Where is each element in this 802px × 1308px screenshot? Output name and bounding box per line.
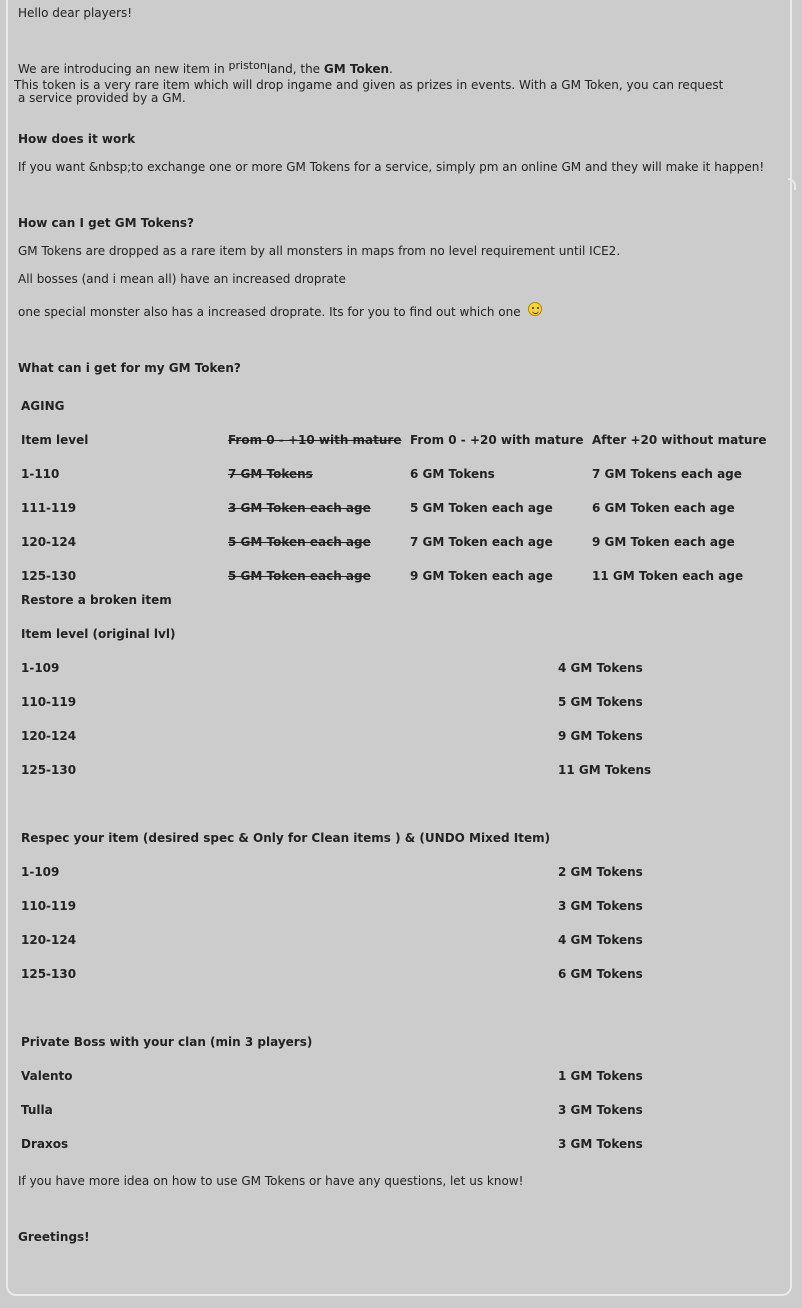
boss-name: Valento: [21, 1069, 73, 1083]
aging-header-item-level: Item level: [21, 433, 89, 447]
respec-level: 125-130: [21, 967, 77, 981]
intro-line-1-end: .: [389, 62, 393, 76]
respec-cost: 6 GM Tokens: [558, 967, 643, 981]
respec-cost: 3 GM Tokens: [558, 899, 643, 913]
boss-cost: 1 GM Tokens: [558, 1069, 643, 1083]
intro-line-1: [18, 59, 393, 76]
restore-level: 110-119: [21, 695, 77, 709]
aging-header-after-20: After +20 without mature: [592, 433, 767, 447]
how-to-get-line-3: one special monster also has a increased droprate. Its for you to find out which one: [18, 305, 521, 319]
aging-cell: 9 GM Token each age: [410, 569, 553, 583]
closing-greeting: Greetings!: [18, 1230, 90, 1244]
respec-cost: 4 GM Tokens: [558, 933, 643, 947]
restore-level: 125-130: [21, 763, 77, 777]
aging-cell: 1-110: [21, 467, 60, 481]
respec-level: 110-119: [21, 899, 77, 913]
aging-cell: 6 GM Tokens: [410, 467, 495, 481]
smiley-face-icon: [528, 302, 542, 316]
intro-line-3: a service provided by a GM.: [18, 91, 186, 105]
aging-title: AGING: [21, 399, 65, 413]
aging-cell: 6 GM Token each age: [592, 501, 735, 515]
restore-cost: 11 GM Tokens: [558, 763, 652, 777]
aging-cell: 5 GM Token each age: [228, 535, 371, 549]
how-to-get-line-1: GM Tokens are dropped as a rare item by all monsters in maps from no level requirement until ICE2.: [18, 244, 621, 258]
frame-edge: [790, 0, 792, 180]
boss-name: Tulla: [21, 1103, 53, 1117]
aging-cell: 5 GM Token each age: [228, 569, 371, 583]
aging-cell: 5 GM Token each age: [410, 501, 553, 515]
intro-line-2: This token is a very rare item which will drop ingame and given as prizes in events. With a GM Token, you can request: [14, 78, 724, 92]
gm-token-name: GM Token: [323, 62, 390, 76]
aging-cell: 7 GM Token each age: [410, 535, 553, 549]
aging-cell: 9 GM Token each age: [592, 535, 735, 549]
respec-level: 120-124: [21, 933, 77, 947]
content-frame: [6, 0, 792, 1296]
what-can-get-heading: What can i get for my GM Token?: [18, 361, 241, 375]
respec-cost: 2 GM Tokens: [558, 865, 643, 879]
boss-cost: 3 GM Tokens: [558, 1103, 643, 1117]
aging-cell: 125-130: [21, 569, 77, 583]
respec-level: 1-109: [21, 865, 60, 879]
aging-cell: 3 GM Token each age: [228, 501, 371, 515]
aging-header-0-10: From 0 - +10 with mature: [228, 433, 402, 447]
intro-line-1-mid: land, the: [266, 62, 321, 76]
aging-cell: 7 GM Tokens each age: [592, 467, 742, 481]
intro-priston: priston: [228, 59, 267, 72]
aging-cell: 7 GM Tokens: [228, 467, 313, 481]
restore-cost: 5 GM Tokens: [558, 695, 643, 709]
respec-title: Respec your item (desired spec & Only for Clean items ) & (UNDO Mixed Item): [21, 831, 551, 845]
boss-cost: 3 GM Tokens: [558, 1137, 643, 1151]
how-to-get-line-2: All bosses (and i mean all) have an increased droprate: [18, 272, 346, 286]
restore-title: Restore a broken item: [21, 593, 172, 607]
outro-text: If you have more idea on how to use GM Tokens or have any questions, let us know!: [18, 1174, 524, 1188]
restore-level: 1-109: [21, 661, 60, 675]
boss-title: Private Boss with your clan (min 3 players): [21, 1035, 313, 1049]
how-it-works-heading: How does it work: [18, 132, 136, 146]
aging-header-0-20: From 0 - +20 with mature: [410, 433, 584, 447]
intro-line-1-pre: We are introducing an new item in: [18, 62, 225, 76]
restore-level: 120-124: [21, 729, 77, 743]
aging-cell: 11 GM Token each age: [592, 569, 744, 583]
restore-cost: 9 GM Tokens: [558, 729, 643, 743]
how-to-get-heading: How can I get GM Tokens?: [18, 216, 195, 230]
boss-name: Draxos: [21, 1137, 69, 1151]
greeting-text: Hello dear players!: [18, 6, 133, 20]
how-it-works-text: If you want &nbsp;to exchange one or more GM Tokens for a service, simply pm an online GM and they will make it happen!: [18, 160, 765, 174]
restore-subtitle: Item level (original lvl): [21, 627, 176, 641]
aging-cell: 120-124: [21, 535, 77, 549]
aging-cell: 111-119: [21, 501, 77, 515]
restore-cost: 4 GM Tokens: [558, 661, 643, 675]
frame-notch: [788, 178, 796, 190]
